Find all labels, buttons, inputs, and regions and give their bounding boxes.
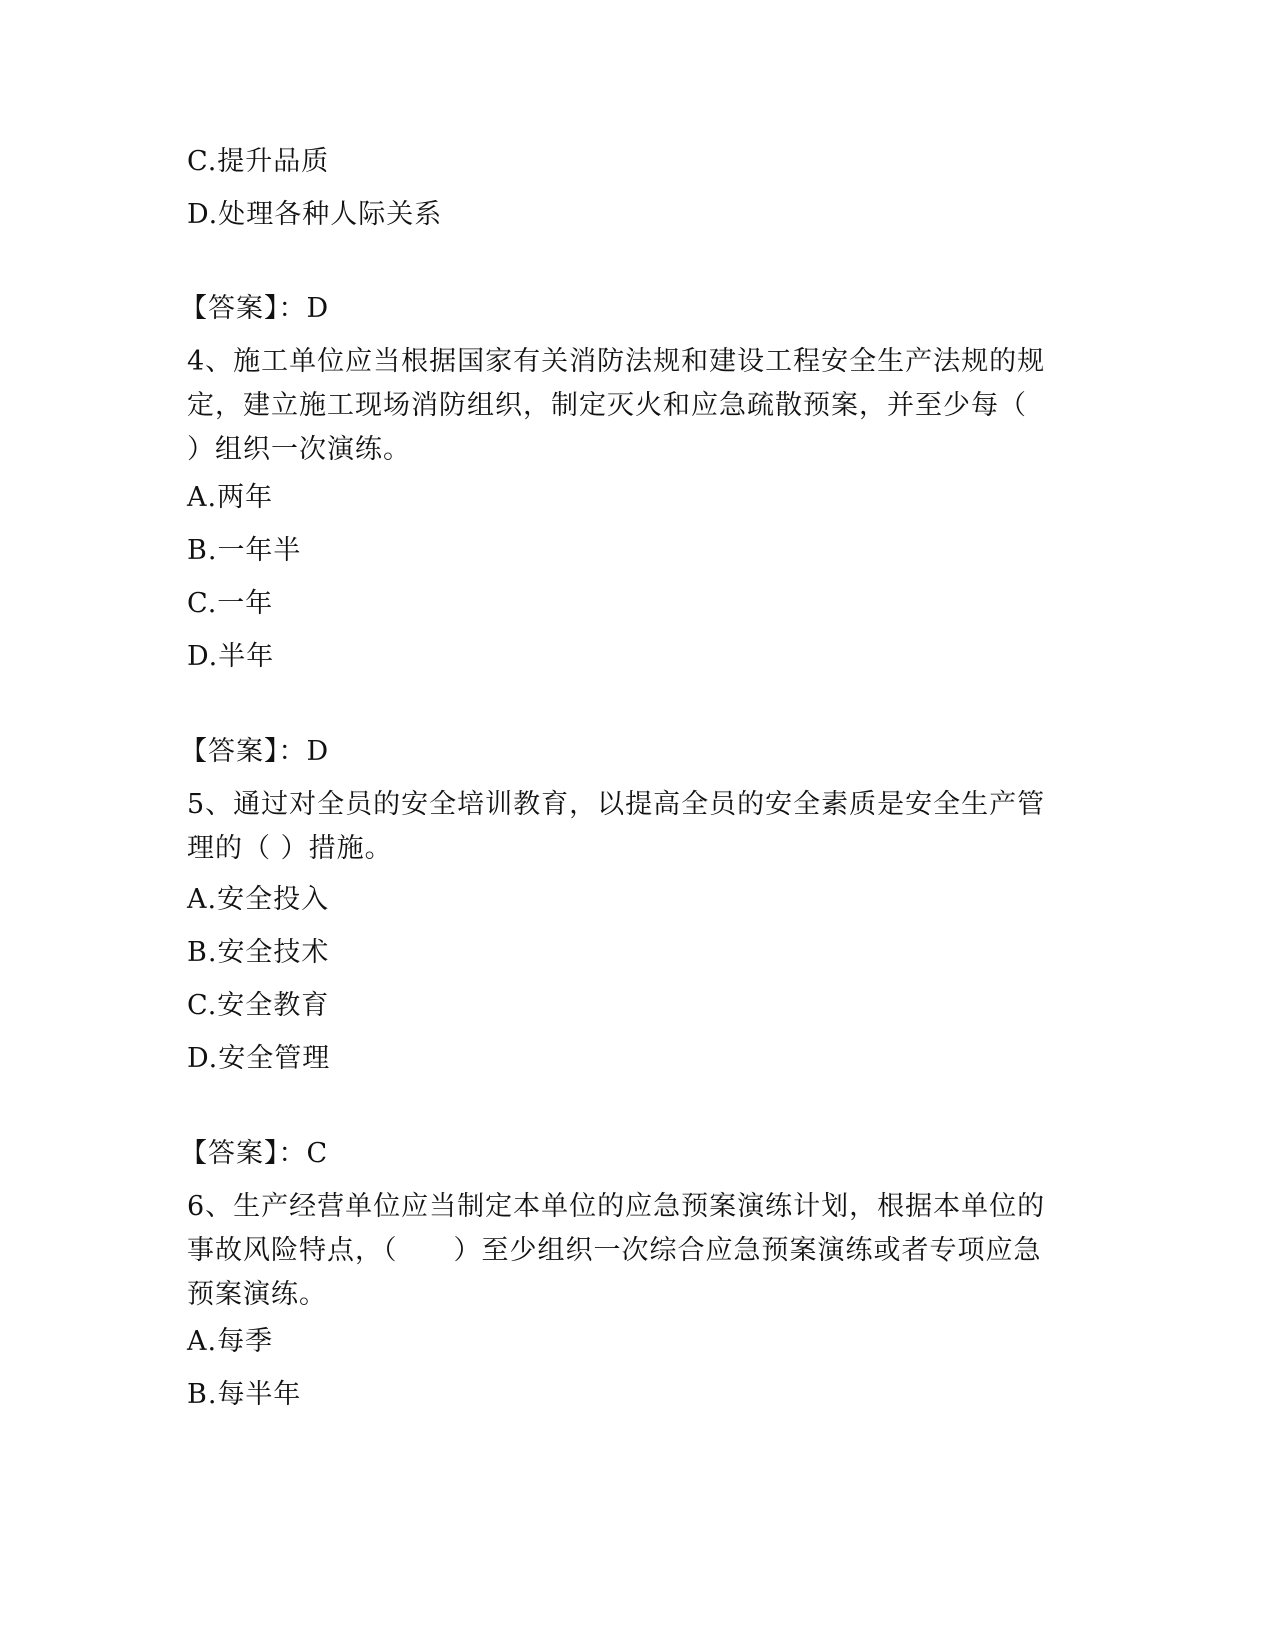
option-d: D.处理各种人际关系 — [187, 199, 443, 230]
option-c: C.提升品质 — [187, 146, 330, 177]
option-a: A.安全投入 — [187, 884, 330, 915]
option-c: C.安全教育 — [187, 990, 330, 1021]
question-stem: 5、通过对全员的安全培训教育，以提高全员的安全素质是安全生产管 理的（ ）措施。 — [187, 789, 1046, 864]
option-b: B.每半年 — [187, 1379, 302, 1410]
option-b: B.安全技术 — [187, 937, 330, 968]
option-c: C.一年 — [187, 588, 274, 619]
answer-line: 【答案】：D — [180, 736, 330, 767]
option-b: B.一年半 — [187, 535, 302, 566]
option-a: A.两年 — [187, 482, 274, 513]
option-d: D.半年 — [187, 641, 275, 672]
answer-line: 【答案】：C — [180, 1138, 329, 1169]
option-a: A.每季 — [187, 1326, 274, 1357]
question-stem: 6、生产经营单位应当制定本单位的应急预案演练计划，根据本单位的 事故风险特点，（ ）至少组织一次综合应急预案演练或者专项应急 预案演练。 — [187, 1191, 1046, 1310]
option-d: D.安全管理 — [187, 1043, 331, 1074]
answer-line: 【答案】：D — [180, 293, 330, 324]
question-stem: 4、施工单位应当根据国家有关消防法规和建设工程安全生产法规的规 定，建立施工现场消防组织，制定灭火和应急疏散预案，并至少每（ ）组织一次演练。 — [187, 346, 1046, 465]
